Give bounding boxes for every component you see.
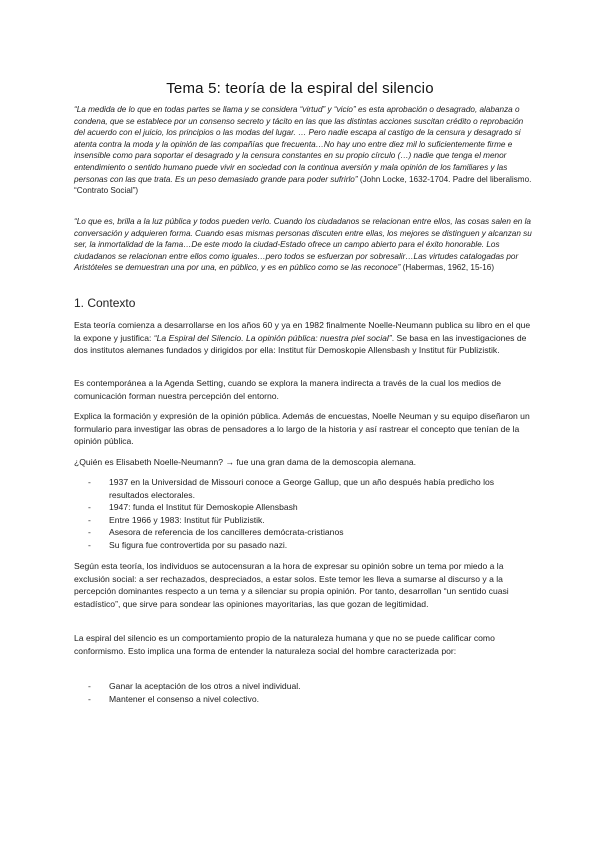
bullet-dash: - — [88, 477, 91, 487]
nature-list — [88, 680, 528, 705]
quote-locke — [74, 104, 534, 197]
bullet-dash: - — [88, 539, 91, 550]
quote-locke-text: “La medida de lo que en todas partes se llama y se considera “virtud” y “vicio” es esta aprobación o desagrado, alabanza o condena, que se establece por un consenso secreto y tácito en las que las distintas acciones suscitan crédito o reprobación del acuerdo con el juicio, los principios o las modas del lugar. … Pero nadie escapa al castigo de la censura y desagrado si atenta contra la moda y la opinión de las compañías que frecuenta…No hay uno entre diez mil lo suficientemente firme e insensible como para soportar el desagrado y la censura constantes en su propio círculo (…) nadie que tenga el menor entendimiento o sentido humano puede vivir en sociedad con la continua aversión y mala opinión de los familiares y las personas con las que trata. Es un peso demasiado grande para poder sufrirlo” — [74, 105, 524, 184]
quote-habermas-text: “Lo que es, brilla a la luz pública y todos pueden verlo. Cuando los ciudadanos se relacionan entre ellos, las cosas salen en la conversación y adquieren forma. Cuando esas mismas personas discuten entre ellas, los mejores se distinguen y alcanzan su ser, la inmortalidad de la fama…De este modo la ciudad-Estado ofrece un campo abierto para el éxito honorable. Los ciudadanos se relacionan entre ellos como iguales…pero todos se esfuerzan por sobresalir…Las virtudes catalogadas por Aristóteles se demuestran una por una, en público, y es en público como se las reconoce” — [74, 217, 532, 273]
list-item: - Asesora de referencia de los cancilleres demócrata-cristianos — [88, 527, 344, 538]
book-title: “La Espiral del Silencio. La opinión pública: nuestra piel social” — [153, 332, 392, 343]
paragraph-human-nature: La espiral del silencio es un comportamiento propio de la naturaleza humana y que no se puede calificar como conformismo. Esto implica una forma de entender la naturaleza social del hombre caracterizada por: — [74, 633, 495, 656]
bullet-dash: - — [88, 502, 91, 513]
bio-list — [88, 476, 528, 552]
list-item: - Mantener el consenso a nivel colectivo. — [88, 693, 259, 704]
paragraph-who-is: ¿Quién es Elisabeth Noelle-Neumann? → fue una gran dama de la demoscopia alemana. — [74, 457, 417, 467]
bullet-dash: - — [88, 681, 91, 691]
quote-habermas — [74, 216, 534, 274]
quote-locke-citation: (John Locke, 1632-1704. Padre del liberalismo. “Contrato Social”) — [74, 174, 532, 196]
paragraph-public-opinion: Explica la formación y expresión de la opinión pública. Además de encuestas, Noelle Neuman y su equipo diseñaron un formulario para investigar las obras de pensadores a lo largo de la historia y así rastrear el concepto que tenían de la opinión pública. — [74, 411, 530, 447]
list-item: - 1947: funda el Institut für Demoskopie Allensbash — [88, 502, 298, 513]
document-title: Tema 5: teoría de la espiral del silencio — [166, 80, 434, 97]
list-item: - Entre 1966 y 1983: Institut für Publizistik. — [88, 514, 265, 525]
list-item: - Su figura fue controvertida por su pasado nazi. — [88, 539, 288, 550]
paragraph-theory: Según esta teoría, los individuos se autocensuran a la hora de expresar su opinión sobre un tema por miedo a la exclusión social: a ser rechazados, despreciados, a estar solos. Este temor les lleva a sumarse al discurso y a la percepción dominantes respecto a un tema y a silenciar su propia opinión. Por tanto, desarrollan “un sentido cuasi estadístico”, que sirve para sondear las opiniones mayoritarias, las que gozan de legitimidad. — [74, 561, 509, 609]
list-item: - Ganar la aceptación de los otros a nivel individual. — [88, 681, 301, 691]
bullet-dash: - — [88, 514, 91, 525]
paragraph-origin-rest: . Se basa en las investigaciones de dos institutos alemanes fundados y dirigidos por ella: Institut für Demoskopie Allensbash y Institut für Publizistik. — [74, 332, 527, 356]
section-heading: 1. Contexto — [74, 296, 136, 310]
paragraph-agenda-setting: Es contemporánea a la Agenda Setting, cuando se explora la manera indirecta a través de la cual los medios de comunicación forman nuestra percepción del entorno. — [74, 378, 502, 401]
paragraph-origin-intro: Esta teoría comienza a desarrollarse en los años 60 y ya en 1982 finalmente Noelle-Neumann publica su libro en el que la expone y justifica: — [74, 320, 531, 343]
list-item: - 1937 en la Universidad de Missouri conoce a George Gallup, que un año después había predicho los resultados electorales. — [88, 477, 495, 500]
quote-habermas-citation: (Habermas, 1962, 15-16) — [400, 263, 495, 273]
bullet-dash: - — [88, 693, 91, 704]
paragraph-origin — [74, 319, 536, 357]
bullet-dash: - — [88, 527, 91, 538]
